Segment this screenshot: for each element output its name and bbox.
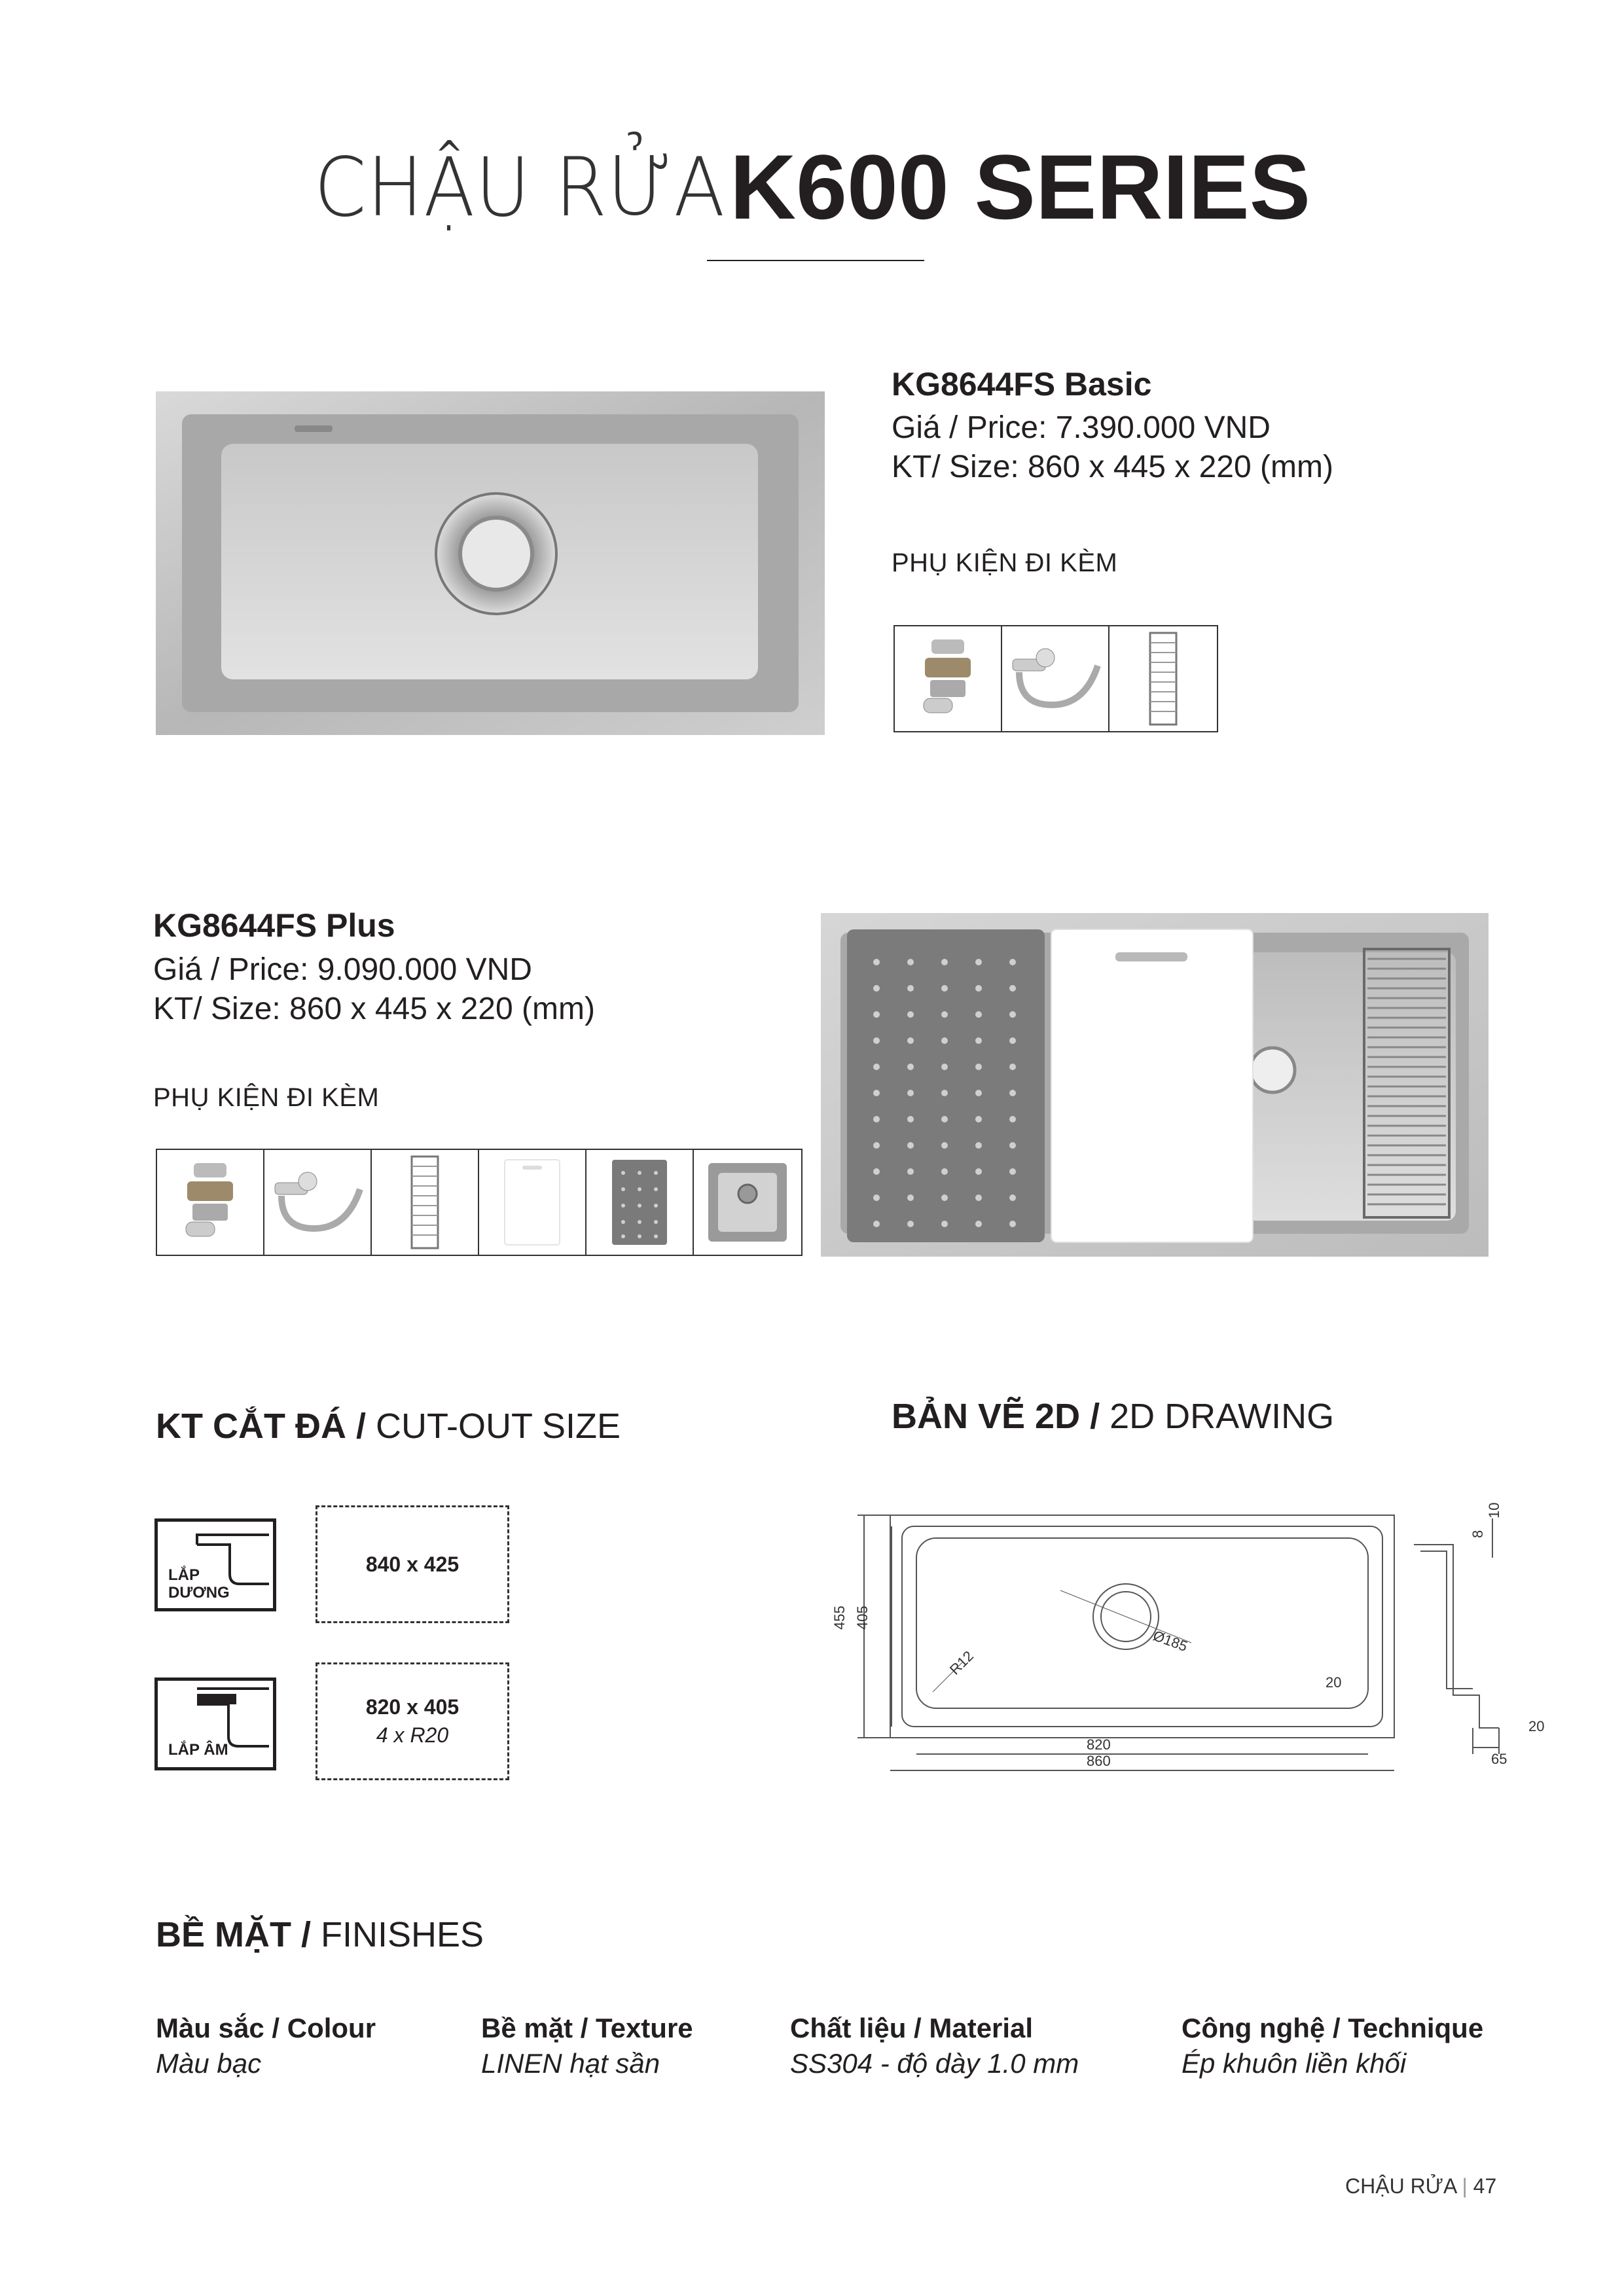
plus-product-name: KG8644FS Plus bbox=[153, 907, 395, 944]
basic-size: KT/ Size: 860 x 445 x 220 (mm) bbox=[892, 450, 1333, 484]
finish-material-label: Chất liệu / Material bbox=[790, 2013, 1034, 2043]
basic-sink-photo bbox=[156, 391, 825, 735]
undermount-size: 820 x 405 bbox=[365, 1695, 460, 1719]
grey-perforated-board-icon bbox=[586, 1150, 694, 1255]
finish-material-value: SS304 - độ dày 1.0 mm bbox=[790, 2048, 1079, 2079]
basic-product-name: KG8644FS Basic bbox=[892, 366, 1152, 403]
plus-accessories-row bbox=[156, 1149, 803, 1256]
dim-860: 860 bbox=[1087, 1753, 1111, 1769]
cutout-heading-bold: KT CẮT ĐÁ / bbox=[156, 1407, 366, 1446]
2d-drawing bbox=[825, 1479, 1551, 1780]
basic-accessories-row bbox=[893, 625, 1218, 732]
dim-10: 10 bbox=[1486, 1502, 1502, 1518]
topmount-icon bbox=[154, 1518, 276, 1611]
finish-technique bbox=[1182, 2013, 1483, 2079]
title-underline bbox=[707, 260, 924, 261]
topmount-label-1: LẮP bbox=[168, 1566, 200, 1584]
dim-20-b: 20 bbox=[1528, 1718, 1545, 1734]
white-cutting-board-icon bbox=[479, 1150, 586, 1255]
finish-texture bbox=[481, 2013, 693, 2079]
page-title-thin: CHẬU RỬA bbox=[314, 141, 726, 235]
basic-price: Giá / Price: 7.390.000 VND bbox=[892, 410, 1271, 445]
topmount-size: 840 x 425 bbox=[365, 1552, 460, 1576]
overflow-hose-icon bbox=[264, 1150, 372, 1255]
basket-rack-icon bbox=[372, 1150, 479, 1255]
colander-tray-icon bbox=[694, 1150, 801, 1255]
drawing-heading bbox=[892, 1396, 1334, 1437]
drain-kit-icon bbox=[895, 626, 1002, 731]
finish-technique-label: Công nghệ / Technique bbox=[1182, 2013, 1484, 2043]
finish-technique-value: Ép khuôn liền khối bbox=[1182, 2048, 1407, 2079]
undermount-size-box bbox=[316, 1662, 509, 1780]
overflow-hose-icon bbox=[1002, 626, 1110, 731]
basket-rack-icon bbox=[1110, 626, 1217, 731]
plus-size: KT/ Size: 860 x 445 x 220 (mm) bbox=[153, 992, 595, 1026]
finishes-heading-regular: FINISHES bbox=[311, 1915, 484, 1954]
dim-185: Ø185 bbox=[1151, 1627, 1190, 1655]
plus-accessories-label: PHỤ KIỆN ĐI KÈM bbox=[153, 1083, 380, 1112]
finishes-heading-bold: BỀ MẶT / bbox=[156, 1915, 311, 1954]
drain-kit-icon bbox=[157, 1150, 264, 1255]
undermount-icon bbox=[154, 1677, 276, 1770]
dim-r12: R12 bbox=[946, 1647, 977, 1678]
drawing-heading-bold: BẢN VẼ 2D / bbox=[892, 1397, 1100, 1436]
dim-20-a: 20 bbox=[1326, 1674, 1342, 1691]
dim-455: 455 bbox=[831, 1605, 848, 1630]
finish-texture-value: LINEN hạt sần bbox=[481, 2048, 660, 2079]
topmount-size-box bbox=[316, 1505, 509, 1623]
plus-sink-photo bbox=[821, 913, 1489, 1257]
drawing-heading-regular: 2D DRAWING bbox=[1100, 1397, 1335, 1436]
dim-8: 8 bbox=[1470, 1530, 1486, 1538]
finish-colour bbox=[156, 2013, 376, 2079]
topmount-label-2: DƯƠNG bbox=[168, 1584, 230, 1602]
footer-page-number: 47 bbox=[1473, 2174, 1497, 2198]
cutout-heading-regular: CUT-OUT SIZE bbox=[365, 1407, 621, 1446]
cutout-heading bbox=[156, 1406, 621, 1446]
dim-65: 65 bbox=[1491, 1751, 1507, 1767]
undermount-radius: 4 x R20 bbox=[376, 1723, 449, 1747]
finish-texture-label: Bề mặt / Texture bbox=[481, 2013, 693, 2043]
finish-colour-label: Màu sắc / Colour bbox=[156, 2013, 376, 2043]
finishes-heading bbox=[156, 1914, 484, 1955]
finish-material bbox=[790, 2013, 1079, 2079]
dim-820: 820 bbox=[1087, 1736, 1111, 1753]
plus-price: Giá / Price: 9.090.000 VND bbox=[153, 952, 532, 987]
page-title-bold: K600 SERIES bbox=[730, 135, 1311, 238]
undermount-label: LẮP ÂM bbox=[168, 1741, 228, 1759]
finish-colour-value: Màu bạc bbox=[156, 2048, 262, 2079]
footer-separator: | bbox=[1462, 2174, 1468, 2198]
dim-405: 405 bbox=[854, 1605, 871, 1630]
basic-accessories-label: PHỤ KIỆN ĐI KÈM bbox=[892, 548, 1118, 577]
footer-section: CHẬU RỬA bbox=[1345, 2174, 1456, 2198]
page-footer bbox=[1345, 2174, 1496, 2198]
